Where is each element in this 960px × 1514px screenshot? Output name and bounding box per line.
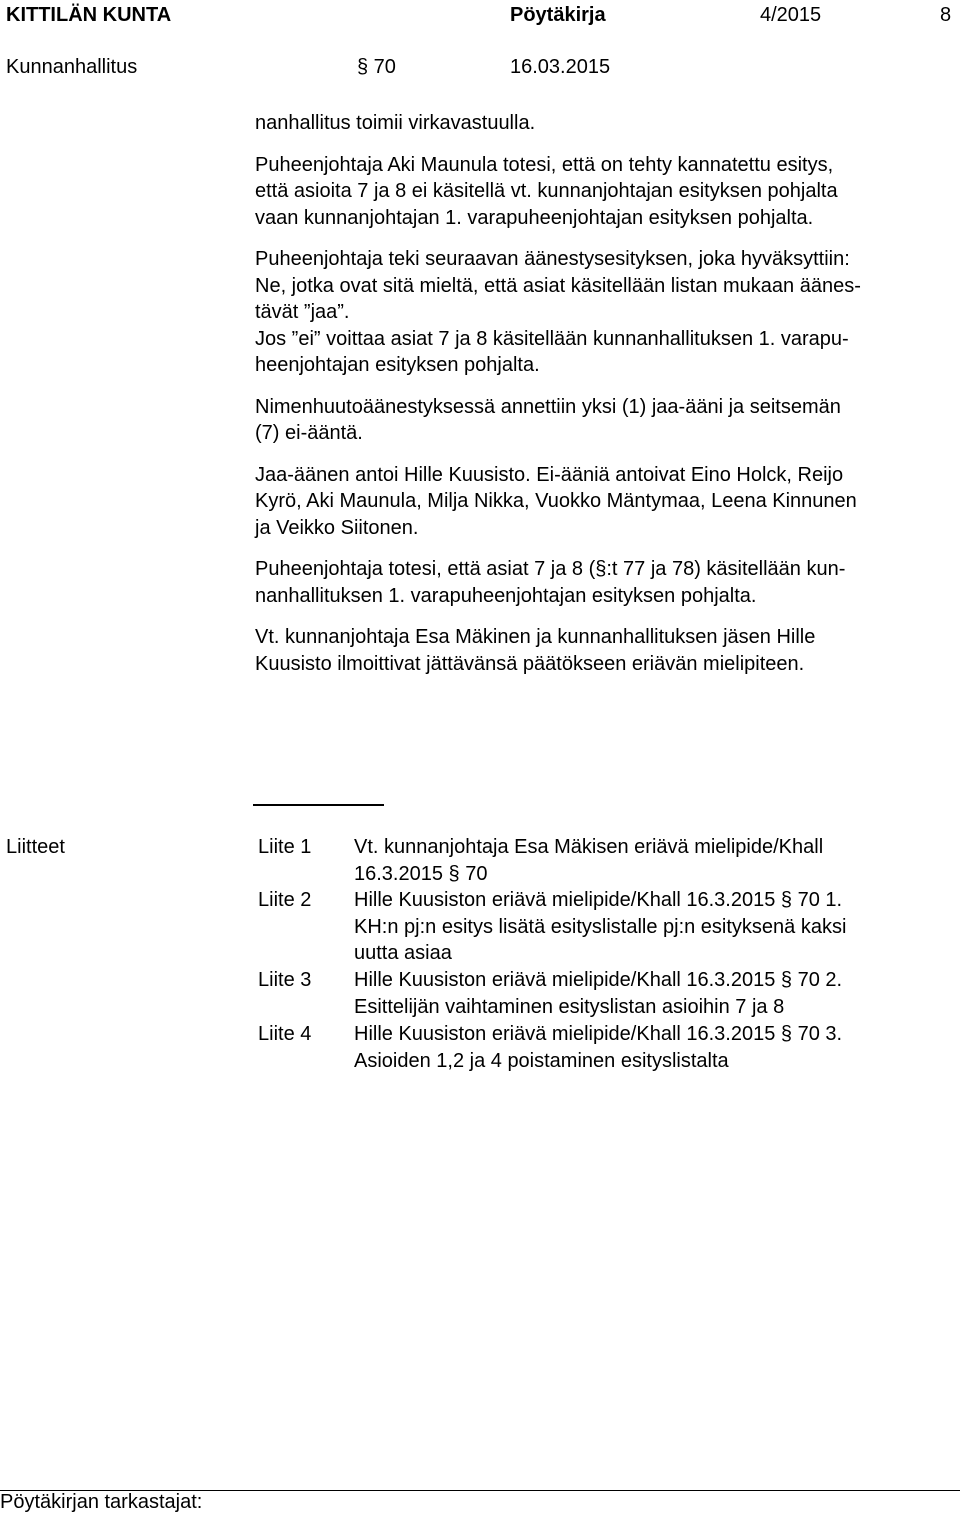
text-line: Puheenjohtaja totesi, että asiat 7 ja 8 (§:t 77 ja 78) käsitellään kun- [255, 558, 846, 580]
attachment-description-3 [354, 967, 842, 1020]
text-line: Vt. kunnanjohtaja Esa Mäkinen ja kunnanhallituksen jäsen Hille [255, 626, 816, 648]
section-number: § 70 [357, 56, 396, 78]
text-line: Hille Kuusiston eriävä mielipide/Khall 16.3.2015 § 70 1. [354, 889, 843, 911]
text-line: Kyrö, Aki Maunula, Milja Nikka, Vuokko Mäntymaa, Leena Kinnunen [255, 490, 857, 512]
text-line: vaan kunnanjohtajan 1. varapuheenjohtajan esityksen pohjalta. [255, 206, 814, 229]
text-line: että asioita 7 ja 8 ei käsitellä vt. kunnanjohtajan esityksen pohjalta [255, 180, 838, 202]
attachment-label-3: Liite 3 [258, 969, 312, 991]
attachment-description-2 [354, 887, 846, 967]
document-number: 4/2015 [760, 4, 822, 26]
paragraph-7 [255, 624, 955, 677]
paragraph-1 [255, 110, 955, 137]
text-line: heenjohtajan esityksen pohjalta. [255, 354, 540, 376]
text-line: uutta asiaa [354, 942, 452, 964]
text-line: Hille Kuusiston eriävä mielipide/Khall 16.3.2015 § 70 3. [354, 1023, 843, 1045]
attachment-description-1 [354, 834, 823, 887]
attachment-description-4 [354, 1021, 842, 1074]
text-line: Jos ”ei” voittaa asiat 7 ja 8 käsitellään kunnanhallituksen 1. varapu- [255, 327, 849, 350]
text-line: Ne, jotka ovat sitä mieltä, että asiat käsitellään listan mukaan äänes- [255, 274, 861, 297]
text-line: (7) ei-ääntä. [255, 422, 363, 444]
document-type: Pöytäkirja [510, 4, 606, 26]
paragraph-6 [255, 556, 955, 609]
text-line: Asioiden 1,2 ja 4 poistaminen esityslistalta [354, 1049, 729, 1072]
attachment-label-1: Liite 1 [258, 836, 312, 858]
text-line: KH:n pj:n esitys lisätä esityslistalle pj:n esityksenä kaksi [354, 915, 847, 938]
text-line: Vt. kunnanjohtaja Esa Mäkisen eriävä mielipide/Khall [354, 836, 824, 858]
paragraph-5 [255, 462, 955, 542]
municipality-name: KITTILÄN KUNTA [6, 4, 172, 26]
attachments-heading: Liitteet [6, 836, 65, 858]
paragraph-3 [255, 246, 955, 379]
page-number: 8 [940, 4, 952, 26]
meeting-date: 16.03.2015 [510, 56, 611, 78]
text-line: Hille Kuusiston eriävä mielipide/Khall 16.3.2015 § 70 2. [354, 969, 843, 991]
minutes-body [255, 110, 955, 692]
text-line: Nimenhuutoäänestyksessä annettiin yksi (1) jaa-ääni ja seitsemän [255, 395, 841, 418]
attachment-label-2: Liite 2 [258, 889, 312, 911]
text-line: Jaa-äänen antoi Hille Kuusisto. Ei-ääniä antoivat Eino Holck, Reijo [255, 463, 844, 486]
text-line: 16.3.2015 § 70 [354, 862, 488, 885]
paragraph-4 [255, 394, 955, 447]
text-line: Puheenjohtaja teki seuraavan äänestysesityksen, joka hyväksyttiin: [255, 248, 850, 270]
separator-rule [253, 804, 384, 806]
text-line: Puheenjohtaja Aki Maunula totesi, että on tehty kannatettu esitys, [255, 153, 834, 176]
text-line: Kuusisto ilmoittivat jättävänsä päätökseen eriävän mielipiteen. [255, 652, 805, 675]
text-line: ja Veikko Siitonen. [255, 516, 419, 539]
text-line: tävät ”jaa”. [255, 301, 350, 323]
text-line: nanhallitus toimii virkavastuulla. [255, 112, 536, 134]
text-line: nanhallituksen 1. varapuheenjohtajan esityksen pohjalta. [255, 584, 757, 607]
attachment-label-4: Liite 4 [258, 1023, 312, 1045]
body-name: Kunnanhallitus [6, 56, 138, 78]
footer-label: Pöytäkirjan tarkastajat: [0, 1491, 203, 1513]
paragraph-2 [255, 152, 955, 232]
text-line: Esittelijän vaihtaminen esityslistan asioihin 7 ja 8 [354, 995, 785, 1018]
